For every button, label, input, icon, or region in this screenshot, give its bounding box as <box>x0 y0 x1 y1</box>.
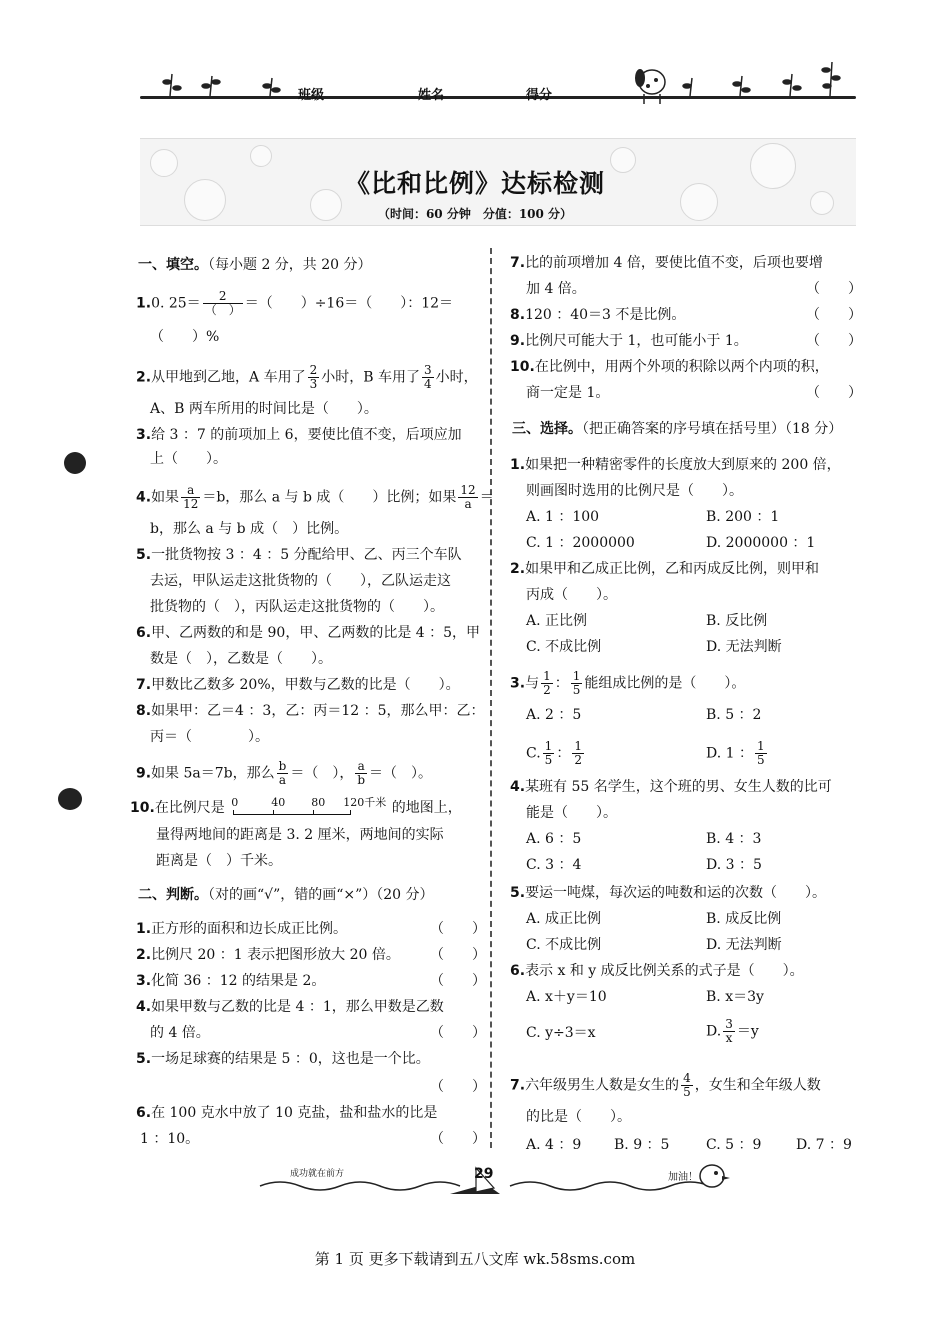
name-field[interactable] <box>418 84 508 103</box>
choice-question-4: 4.某班有 55 名学生，这个班的男、女生人数的比可 <box>510 779 832 795</box>
option[interactable]: B. 4 ：3 <box>706 831 762 847</box>
fraction: $\frac{1}{5}$ <box>756 739 765 767</box>
fraction: $\frac{1}{2}$ <box>574 739 582 767</box>
ink-mark <box>58 788 82 810</box>
fill-question-9: 9.如果 5a＝7b，那么 $\frac{b}{a}$ ＝（ ）， $\frac{a}{b}$ ＝（ ）。 <box>136 759 433 787</box>
choice-question-6: 6.表示 x 和 y 成反比例关系的式子是（ ）。 <box>510 963 804 979</box>
judge-question-8: 8.120 ：40＝3 不是比例。 <box>510 307 686 323</box>
option[interactable]: A. 正比例 <box>526 613 588 629</box>
judge-question-5: 5.一场足球赛的结果是 5 ：0，这也是一个比。 <box>136 1051 430 1067</box>
option[interactable]: B. 9 ：5 <box>614 1137 670 1153</box>
answer-paren[interactable]: （ ） <box>806 281 862 297</box>
option[interactable]: A. 2 ：5 <box>526 707 582 723</box>
fraction: $\frac{a}{b}$ <box>357 759 366 787</box>
option[interactable]: C. 不成比例 <box>526 937 602 953</box>
judge-question-2: 2.比例尺 20 ：1 表示把图形放大 20 倍。 <box>136 947 400 963</box>
fraction: $\frac{1}{5}$ <box>544 739 553 767</box>
answer-paren[interactable]: （ ） <box>806 333 862 349</box>
choice-question-7-cont: 的比是（ ）。 <box>526 1109 631 1125</box>
fill-question-8: 8.如果甲：乙＝4 ：3，乙：丙＝12 ：5，那么甲：乙： <box>136 703 485 719</box>
fill-question-3-cont: 上（ ）。 <box>150 451 227 467</box>
fraction: $\frac{4}{5}$ <box>683 1071 691 1099</box>
fill-question-1-cont: （ ）% <box>150 329 220 345</box>
fill-question-2: 2.从甲地到乙地，A 车用了 $\frac{2}{3}$ 小时，B 车用了 $\frac{3}{4}$ 小时， <box>136 363 478 391</box>
footer-cheer: 加油！ <box>668 1172 698 1183</box>
section-1-heading: 一、填空。（每小题 2 分，共 20 分） <box>138 257 372 273</box>
fill-question-5-cont: 去运，甲队运走这批货物的（ ），乙队运走这 <box>150 573 451 589</box>
choice-question-2: 2.如果甲和乙成正比例，乙和丙成反比例，则甲和 <box>510 561 820 577</box>
choice-question-7: 7.六年级男生人数是女生的 $\frac{4}{5}$ ，女生和全年级人数 <box>510 1071 821 1099</box>
judge-question-6: 6.在 100 克水中放了 10 克盐，盐和盐水的比是 <box>136 1105 438 1121</box>
name-label: 姓名 <box>418 88 445 103</box>
option[interactable]: D. 7 ：9 <box>796 1137 852 1153</box>
score-field[interactable] <box>526 84 616 103</box>
option[interactable]: D. 3 ：5 <box>706 857 762 873</box>
fill-question-5-cont: 批货物的（ ），丙队运走这批货物的（ ）。 <box>150 599 444 615</box>
option[interactable]: A. 6 ：5 <box>526 831 582 847</box>
class-field[interactable] <box>298 84 386 103</box>
bird-icon <box>700 1165 730 1187</box>
choice-question-1-cont: 则画图时选用的比例尺是（ ）。 <box>526 483 743 499</box>
answer-paren[interactable]: （ ） <box>430 947 486 963</box>
option[interactable]: B. 200 ：1 <box>706 509 780 525</box>
page-footer: 第 1 页 更多下载请到五八文库 wk.58sms.com <box>314 1250 636 1268</box>
ink-mark <box>64 452 86 474</box>
fill-question-3: 3.给 3 ：7 的前项加上 6，要使比值不变，后项应加 <box>136 427 462 443</box>
option[interactable]: C. 3 ：4 <box>526 857 582 873</box>
page-number: 29 <box>474 1166 494 1182</box>
column-divider <box>490 248 492 1148</box>
fill-question-7: 7.甲数比乙数多 20%，甲数与乙数的比是（ ）。 <box>136 677 460 693</box>
option[interactable]: C. 5 ：9 <box>706 1137 762 1153</box>
choice-question-2-cont: 丙成（ ）。 <box>526 587 617 603</box>
judge-question-6-cont: 1 ：10。 <box>140 1131 200 1147</box>
answer-paren[interactable]: （ ） <box>430 973 486 989</box>
fill-question-2-cont: A、B 两车所用的时间比是（ ）。 <box>150 401 378 417</box>
judge-question-7-cont: 加 4 倍。 <box>526 281 586 297</box>
page-title: 《比和比例》达标检测 <box>344 169 605 198</box>
page-subtitle: （时间：60 分钟 分值：100 分） <box>377 207 573 221</box>
choice-question-1: 1.如果把一种精密零件的长度放大到原来的 200 倍， <box>510 457 841 473</box>
fraction: $\frac{1}{2}$ <box>543 669 551 697</box>
option[interactable]: C. 不成比例 <box>526 639 602 655</box>
option[interactable]: B. 反比例 <box>706 613 768 629</box>
fill-question-5: 5.一批货物按 3 ：4 ：5 分配给甲、乙、丙三个车队 <box>136 547 462 563</box>
option[interactable]: C. 1 ：2000000 <box>526 535 635 551</box>
fraction: $\frac{12}{a}$ <box>460 483 476 511</box>
fill-question-4: 4.如果 $\frac{a}{12}$ ＝b，那么 a 与 b 成（ ）比例；如果 $\frac{12}{a}$ ＝ <box>136 483 494 511</box>
fill-question-1: 1.0. 25＝ $\frac{2}{( )}$ ＝（ ）÷16＝（ ）：12＝ <box>136 289 454 317</box>
answer-paren[interactable]: （ ） <box>806 307 862 323</box>
choice-question-4-cont: 能是（ ）。 <box>526 805 617 821</box>
scale-bar: 0 40 80 120千米 <box>229 798 387 818</box>
score-label: 得分 <box>526 88 553 103</box>
fraction: $\frac{3}{4}$ <box>424 363 432 391</box>
footer-slogan: 成功就在前方 <box>290 1169 345 1179</box>
option[interactable]: A. 成正比例 <box>526 911 602 927</box>
option[interactable]: C. $\frac{1}{5}$ ： $\frac{1}{2}$ <box>526 739 582 767</box>
choice-question-3: 3.与 $\frac{1}{2}$ ： $\frac{1}{5}$ 能组成比例的是（ ）。 <box>510 669 746 697</box>
option[interactable]: D. 无法判断 <box>706 937 782 953</box>
option[interactable]: A. 1 ：100 <box>526 509 600 525</box>
judge-question-4-cont: 的 4 倍。 <box>150 1025 210 1041</box>
choice-question-5: 5.要运一吨煤，每次运的吨数和运的次数（ ）。 <box>510 885 827 901</box>
fill-question-6-cont: 数是（ ），乙数是（ ）。 <box>150 651 332 667</box>
fill-question-8-cont: 丙＝（ ）。 <box>150 729 269 745</box>
judge-question-10: 10.在比例中，用两个外项的积除以两个内项的积， <box>510 359 829 375</box>
option[interactable]: D. 2000000 ：1 <box>706 535 816 551</box>
fill-question-4-cont: b，那么 a 与 b 成（ ）比例。 <box>150 521 349 537</box>
answer-paren[interactable]: （ ） <box>430 1131 486 1147</box>
option[interactable]: D. 1 ： $\frac{1}{5}$ <box>706 739 765 767</box>
judge-question-4: 4.如果甲数与乙数的比是 4 ：1，那么甲数是乙数 <box>136 999 444 1015</box>
answer-paren[interactable]: （ ） <box>806 385 862 401</box>
answer-paren[interactable]: （ ） <box>430 1079 486 1095</box>
section-2-heading: 二、判断。（对的画“√”，错的画“×”）（20 分） <box>138 887 434 903</box>
fraction: $\frac{1}{5}$ <box>572 669 581 697</box>
answer-paren[interactable]: （ ） <box>430 1025 486 1041</box>
judge-question-9: 9.比例尺可能大于 1，也可能小于 1。 <box>510 333 748 349</box>
option[interactable]: B. 成反比例 <box>706 911 782 927</box>
fill-question-6: 6.甲、乙两数的和是 90，甲、乙两数的比是 4 ：5，甲 <box>136 625 481 641</box>
judge-question-1: 1.正方形的面积和边长成正比例。 <box>136 921 348 937</box>
option[interactable]: D. $\frac{3}{x}$ ＝y <box>706 1017 759 1045</box>
judge-question-7: 7.比的前项增加 4 倍，要使比值不变，后项也要增 <box>510 255 823 271</box>
fraction: $\frac{2}{3}$ <box>309 363 318 391</box>
option[interactable]: B. x＝3y <box>706 989 764 1005</box>
answer-paren[interactable]: （ ） <box>430 921 486 937</box>
class-label: 班级 <box>298 88 325 103</box>
fraction: $\frac{3}{x}$ <box>725 1017 733 1045</box>
option[interactable]: B. 5 ：2 <box>706 707 762 723</box>
option[interactable]: C. y÷3＝x <box>526 1025 596 1041</box>
fill-question-10-cont: 量得两地间的距离是 3. 2 厘米，两地间的实际 <box>156 827 444 843</box>
fraction: $\frac{2}{( )}$ <box>204 289 241 317</box>
fill-question-10: 10.在比例尺是 0 40 80 120千米 的地图上， <box>130 796 462 816</box>
option[interactable]: A. x＋y＝10 <box>526 989 607 1005</box>
section-3-heading: 三、选择。（把正确答案的序号填在括号里）（18 分） <box>512 421 843 437</box>
fill-question-10-cont: 距离是（ ）千米。 <box>156 853 282 869</box>
option[interactable]: D. 无法判断 <box>706 639 782 655</box>
option[interactable]: A. 4 ：9 <box>526 1137 582 1153</box>
judge-question-3: 3.化简 36 ：12 的结果是 2。 <box>136 973 326 989</box>
judge-question-10-cont: 商一定是 1。 <box>526 385 610 401</box>
fraction: $\frac{a}{12}$ <box>183 483 199 511</box>
fraction: $\frac{b}{a}$ <box>278 759 287 787</box>
